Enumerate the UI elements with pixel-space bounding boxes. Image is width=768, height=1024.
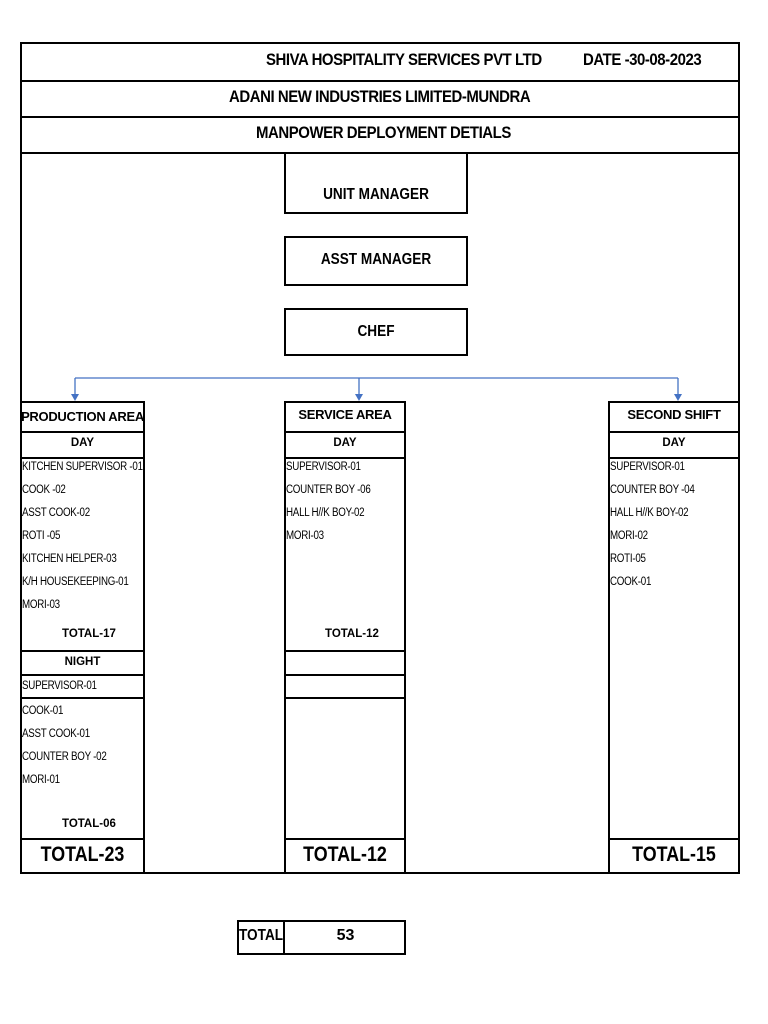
- service-day-label: DAY: [333, 437, 357, 449]
- row-divider: [284, 431, 406, 433]
- report-date: DATE -30-08-2023: [583, 50, 702, 69]
- company-name: SHIVA HOSPITALITY SERVICES PVT LTD: [266, 50, 542, 69]
- list-item: HALL H//K BOY-02: [610, 507, 689, 519]
- night-supervisor: SUPERVISOR-01: [22, 680, 97, 692]
- row-divider: [608, 838, 740, 840]
- production-night-total: TOTAL-06: [62, 818, 116, 830]
- list-item: COUNTER BOY -04: [610, 484, 695, 496]
- summary-total-label: TOTAL: [239, 927, 284, 944]
- row-divider: [284, 697, 406, 699]
- row-divider: [284, 457, 406, 459]
- list-item: COOK -02: [22, 484, 66, 496]
- list-item: MORI-03: [22, 599, 60, 611]
- list-item: COOK-01: [22, 705, 64, 717]
- list-item: MORI-01: [22, 774, 60, 786]
- list-item: KITCHEN SUPERVISOR -01: [22, 461, 143, 473]
- list-item: HALL H//K BOY-02: [286, 507, 365, 519]
- list-item: ROTI-05: [610, 553, 646, 565]
- production-grand-total: TOTAL-23: [40, 843, 125, 866]
- list-item: ASST COOK-01: [22, 728, 90, 740]
- list-item: KITCHEN HELPER-03: [22, 553, 117, 565]
- list-item: ROTI -05: [22, 530, 61, 542]
- list-item: COUNTER BOY -02: [22, 751, 107, 763]
- row-divider: [20, 674, 145, 676]
- service-area-title: SERVICE AREA: [298, 407, 392, 422]
- service-grand-total: TOTAL-12: [303, 843, 387, 866]
- production-night-label: NIGHT: [64, 656, 101, 668]
- row-divider: [20, 457, 145, 459]
- page-title: MANPOWER DEPLOYMENT DETIALS: [256, 123, 511, 142]
- list-item: COOK-01: [610, 576, 652, 588]
- chef-label: CHEF: [357, 323, 395, 340]
- row-divider: [20, 838, 145, 840]
- row-divider: [284, 838, 406, 840]
- row-divider: [20, 431, 145, 433]
- production-day-label: DAY: [70, 437, 95, 449]
- row-divider: [20, 697, 145, 699]
- unit-manager-label: UNIT MANAGER: [323, 186, 429, 203]
- list-item: SUPERVISOR-01: [286, 461, 361, 473]
- row-divider: [284, 674, 406, 676]
- list-item: SUPERVISOR-01: [610, 461, 685, 473]
- list-item: MORI-02: [610, 530, 648, 542]
- list-item: K/H HOUSEKEEPING-01: [22, 576, 129, 588]
- service-day-total: TOTAL-12: [325, 628, 379, 640]
- client-name: ADANI NEW INDUSTRIES LIMITED-MUNDRA: [229, 87, 531, 106]
- production-area-title: PRODUCTION AREA: [21, 409, 144, 424]
- second-shift-day-label: DAY: [662, 437, 686, 449]
- row-divider: [608, 431, 740, 433]
- asst-manager-label: ASST MANAGER: [320, 251, 432, 268]
- production-day-total: TOTAL-17: [62, 628, 116, 640]
- list-item: MORI-03: [286, 530, 324, 542]
- list-item: COUNTER BOY -06: [286, 484, 371, 496]
- row-divider: [608, 457, 740, 459]
- second-shift-title: SECOND SHIFT: [627, 407, 721, 422]
- row-divider: [20, 650, 145, 652]
- summary-total-value: 53: [336, 927, 355, 944]
- second-shift-grand-total: TOTAL-15: [632, 843, 716, 866]
- list-item: ASST COOK-02: [22, 507, 90, 519]
- row-divider: [284, 650, 406, 652]
